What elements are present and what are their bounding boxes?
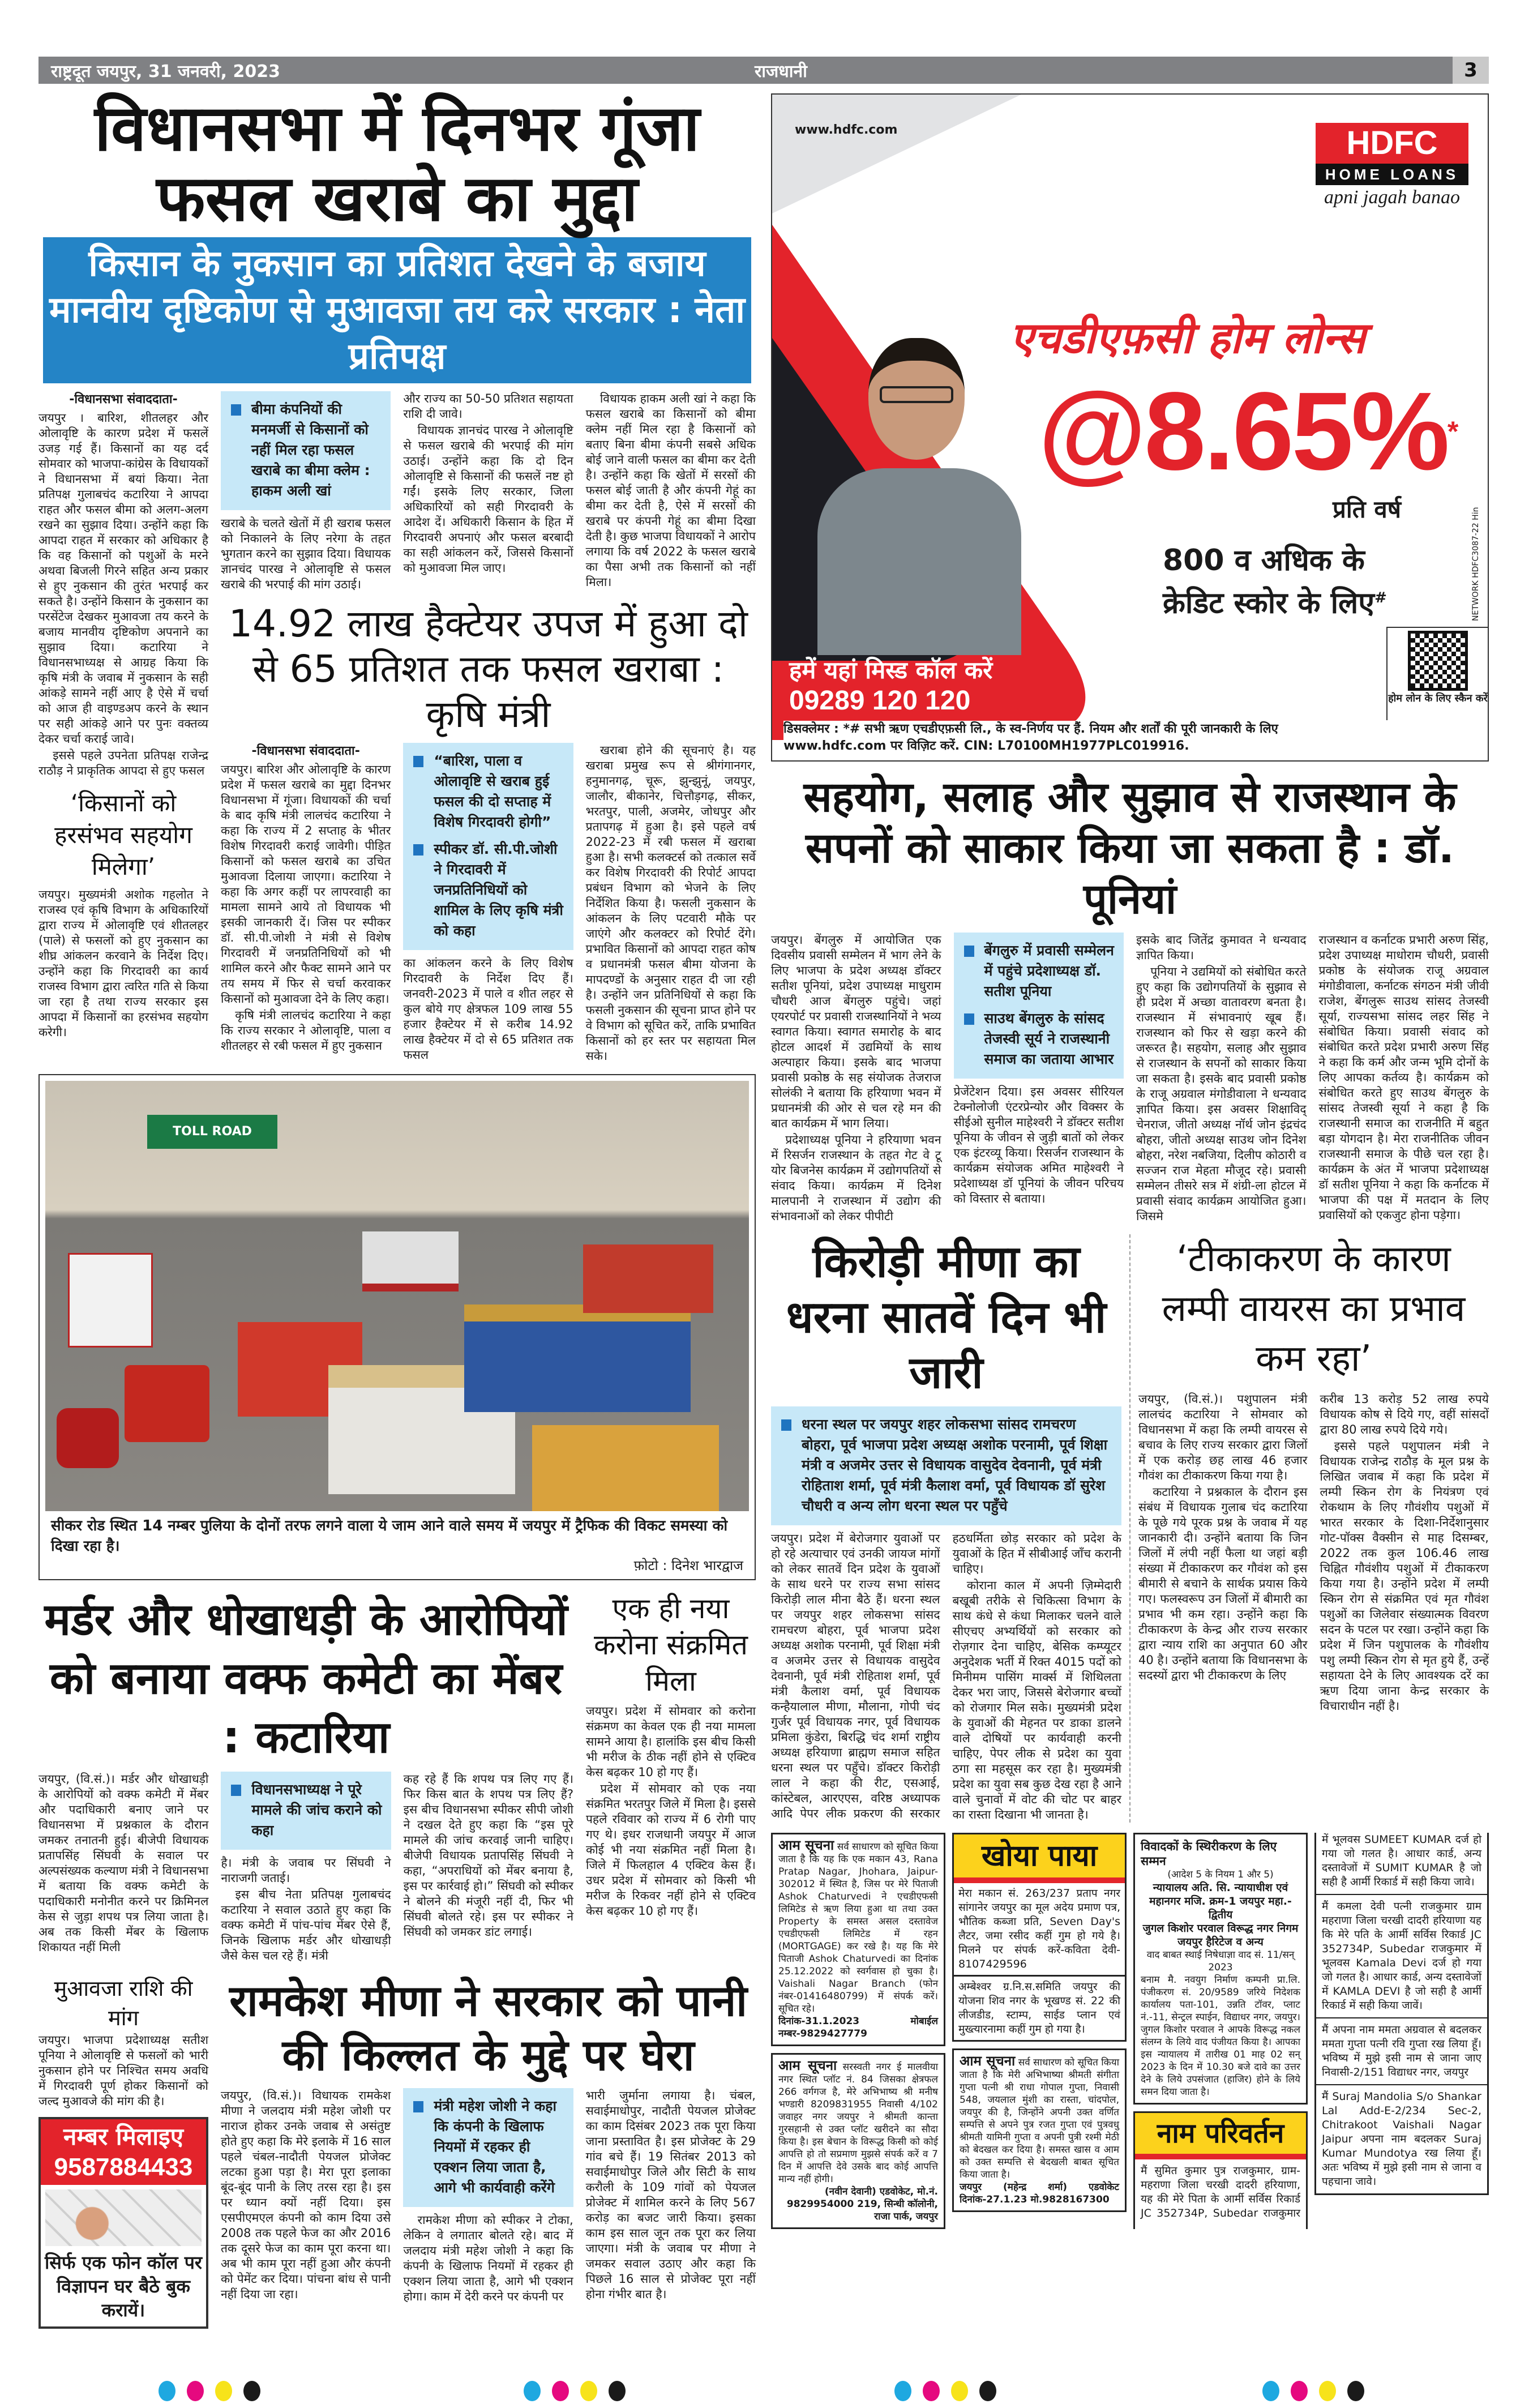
cm-story: ‘किसानों को हरसंभव सहयोग मिलेगा’ जयपुर। मुख्यमंत्री अशोक गहलोत ने राजस्व एवं कृषि विभाग के अधिकारियों द्वारा राज्य में ओलावृष्टि एवं शीतलहर (पाले) से फसलों को हुए नुकसान का शीघ्र आंकलन करवाने के निर्देश दिए। उन्होंने कहा कि गिरदावरी का कार्य राजस्व विभाग द्वारा त्वरित गति से किया जा रहा है तथा राज्य सरकार इस आपदा में किसानों का हरसंभव सहयोग करेगी। <box>38 788 208 1040</box>
qr-code-icon[interactable] <box>1411 634 1465 688</box>
punia-story <box>771 772 1489 1224</box>
lumpy-columns: जयपुर, (वि.सं.)। पशुपालन मंत्री लालचंद कटारिया ने सोमवार को विधानसभा में कहा कि लम्पी वायरस से बचाव के लिए राज्य सरकार द्वारा जिलों में एक करोड़ छह लाख 46 हजार गौवंश का टीकाकरण किया गया है। कटारिया ने प्रश्नकाल के दौरान इस संबंध में विधायक गुलाब चंद कटारिया के पूछे गये पूरक प्रश्न के जवाब में यह जानकारी दी। उन्होंने बताया कि जिन जिलों में लंपी नहीं फैला था जहां बड़ी संख्या में टीकाकरण कर गौवंश को इस बीमारी से बचाने के सार्थक प्रयास किये गए। फलस्वरूप उन जिलों में बीमारी का प्रभाव भी कम रहा। उन्होंने कहा कि टीकाकरण के केन्द्र और राज्य सरकार द्वारा न्याय राशि का अनुपात 60 और 40 है। उन्होंने बताया कि विधानसभा के सदस्यों द्वारा भी टीकाकरण के लिए करीब 13 करोड़ 52 लाख रुपये विधायक कोष से दिये गए, वहीं सांसदों द्वारा 80 लाख रुपये दिये गये। इससे पहले पशुपालन मंत्री ने विधायक राजेन्द्र राठौड़ के मूल प्रश्न के लिखित जवाब में कहा कि प्रदेश में लम्पी स्किन रोग के नियंत्रण एवं रोकथाम के लिए गौवंशीय पशुओं में भारत सरकार के दिशा-निर्देशानुसार गोट-पॉक्स वैक्सीन से माह दिसम्बर, 2022 तक कुल 106.46 लाख चिह्नित गौवंशीय पशुओं में टीकाकरण किया गया है। उन्होंने प्रदेश में लम्पी स्किन रोग से संक्रमित एवं मृत गौवंश पशुओं का जिलेवार संख्यात्मक विवरण सदन के पटल पर रखा। उन्होंने कहा कि प्रदेश में जिन पशुपालक के गौवंशीय पशु लम्पी स्किन रोग से मृत हुये हैं, उन्हें सहायता देने के लिए आवश्यक दरें का ऋण दिया जाना केन्द्र सरकार के विचाराधीन नहीं है। <box>1138 1392 1489 1713</box>
main-headline-line1: विधानसभा में दिनभर गूंजा <box>94 92 700 165</box>
name-change-ads: नाम परिवर्तन मैं सुमित कुमार पुत्र राजकुमार, ग्राम-महराणा जिला चरखी दादरी हरियाणा, यह की मेरे पिता के आर्मी सर्विस रिकार्ड JC 352734P, Subedar राजकुमार में भूलवस SUMEET KUMAR दर्ज हो गया जो गलत है। आधार कार्ड, अन्य दस्तावेजों में SUMIT KUMAR है जो सही है आर्मी रिकार्ड में सही किया जावे। मैं कमला देवी पत्नी राजकुमार ग्राम महराणा जिला चरखी दादरी हरियाणा यह कि मेरे पति के आर्मी सर्विस रिकार्ड JC 352734P, Subedar राजकुमार में भूलवस Kamala Devi दर्ज हो गया जो गलत है। आधार कार्ड, अन्य दस्तावेजों में KAMLA DEVI है जो सही है आर्मी रिकार्ड में सही किया जावें। मैं अपना नाम ममता अग्रवाल से बदलकर ममता गुप्ता पत्नी रवि गुप्ता रख लिया हूँ। भविष्य में मुझे इसी नाम से जाना जाए निवासी-2/151 विद्याधर नगर, जयपुर मैं Suraj Mandolia S/o Shankar Lal Add-E-2/234 Sec-2, Chitrakoot Vaishali Nagar Jaipur अपना नाम बदलकर Suraj Kumar Mundotya रख लिया हूँ। अतः भविष्य में मुझे इसी नाम से जाना व पहचाना जावे। <box>1133 1833 1489 2229</box>
punia-columns: जयपुर। बेंगलुरु में आयोजित एक दिवसीय प्रवासी सम्मेलन में भाग लेने के लिए भाजपा के प्रदेश अध्यक्ष डॉक्टर सतीश पूनियां, प्रदेश उपाध्यक्ष माधुराम चौधरी आज बेंगलुरु पहुंचे। जहां एयरपोर्ट पर प्रवासी राजस्थानियों ने भव्य स्वागत किया। स्वागत समारोह के बाद होटल आदर्श में उद्यमियों के साथ अल्पाहार किया। इसके बाद भाजपा प्रवासी प्रकोष्ठ के सह संयोजक तेजराज सोलंकी ने बताया कि हरियाणा भवन में प्रधानमंत्री की ओर से चल रहे मन की बात कार्यक्रम में भाग लिया। प्रदेशाध्यक्ष पूनिया ने हरियाणा भवन में रिसर्जन राजस्थान के तहत गेट वे टू योर बिजनेस कार्यक्रम में उद्योगपतियों से संवाद किया। कार्यक्रम में दिनेश मालपानी ने राजस्थान में उद्योग की संभावनाओं को लेकर पीपीटी बेंगलुरु में प्रवासी सम्मेलन में पहुंचे प्रदेशाध्यक्ष डॉ. सतीश पूनिया साउथ बेंगलुरु के सांसद तेजस्वी सूर्य ने राजस्थानी समाज का जताया आभार प्रेजेंटेशन दिया। इस अवसर सीरियल टेक्नोलोजी एंटरप्रेन्योर और विक्सर के सीईओ सुनील माहेश्वरी ने डॉक्टर सतीश पूनिया के जीवन से जुड़ी बातों को लेकर एक इंटरव्यू किया। रिसर्जन राजस्थान के कार्यक्रम संयोजक अमित माहेश्वरी ने प्रदेशाध्यक्ष डॉ पूनियां के जीवन परिचय को विस्तार से बताया। इसके बाद जितेंद्र कुमावत ने धन्यवाद ज्ञापित किया। पूनिया ने उद्यमियों को संबोधित करते हुए कहा कि उद्योगपतियों के सुझाव से ही प्रदेश में अच्छा वातावरण बनता है। राजस्थान में संभावनाएं खूब हैं। राजस्थान को फिर से खड़ा करने की जरूरत है। सहयोग, सलाह और सुझाव से राजस्थान के सपनों को साकार किया जा सकता है। इसके बाद प्रवासी प्रकोष्ठ के राजू अग्रवाल मंगोडीवाला ने धन्यवाद ज्ञापित किया। इस अवसर शिक्षाविद् चेनराज, जीतो अध्यक्ष नॉर्थ जोन इंद्रचंद बोहरा, जीतो अध्यक्ष साउथ जोन दिनेश बोहरा, नरेश नबजिया, दिलीप कोठारी व सज्जन राज मेहता मौजूद रहे। प्रवासी सम्मेलन तीसरे सत्र में शंग्री-ला होटल में प्रवासी संवाद कार्यक्रम आयोजित हुआ। जिसमे राजस्थान व कर्नाटक प्रभारी अरुण सिंह, प्रदेश उपाध्यक्ष माधोराम चौधरी, प्रवासी प्रकोष्ठ के संयोजक राजू अग्रवाल मंगोडीवाला, कर्नाटक संगठन मंत्री जीवी राजेश, बेंगलुरू साउथ सांसद तेजस्वी सूर्या, राज्यसभा सांसद लहर सिंह ने संबोधित किया। प्रवासी संवाद को संबोधित करते प्रदेश प्रभारी अरुण सिंह ने कहा कि कर्म और जन्म भूमि दोनों के लिए आपका कर्तव्य है। कार्यक्रम को संबोधित करते हुए साउथ बेंगलुरु के सांसद तेजस्वी सूर्या ने कहा है कि राजस्थानी समाज का राजनीति में बहुत बड़ा योगदान है। मेरा राजनीतिक जीवन राजस्थानी समाज के पीछे चल रहा है। कार्यक्रम के अंत में भाजपा प्रदेशाध्यक्ष डॉ सतीश पूनिया ने कहा कि कर्नाटक में भाजपा की पक्ष में मतदान के लिए प्रवासियों को एकजुट होना पड़ेगा। <box>771 933 1489 1223</box>
ad-title: एचडीएफ़सी होम लोन्स <box>1010 313 1365 363</box>
ad-credit-score: 800 व अधिक के क्रेडिट स्कोर के लिए# <box>1163 544 1387 621</box>
public-notice-3: आम सूचना सर्व साधारण को सूचित किया जाता है कि यह कि एक मकान 43, Rana Pratap Nagar, Jhohara, Jaipur-302012 में स्थित है, जिस पर मेरे पिताजी Ashok Chaturvedi ने एचडीएफसी लिमिटेड से ऋण लिया हुआ था तथा उक्त Property के समस्त असल दस्तावेज एचडीएफसी लिमिटेड में रहन (MORTGAGE) कर रखे है। यह कि मेरे पिताजी Ashok Chaturvedi का दिनांक 25.12.2022 को स्वर्गवास हो चुका है। Vaishali Nagar Branch (फोन नंबर-01416480799) में संपर्क करें। सूचित रहे। दिनांक-31.1.2023 मोबाईल नम्बर-9829427779 <box>771 1833 945 2046</box>
main-subheadline-banner: किसान के नुकसान का प्रतिशत देखने के बजाय मानवीय दृष्टिकोण से मुआवजा तय करे सरकार : नेता प्रतिपक्ष <box>43 237 751 383</box>
agri-columns: -विधानसभा संवाददाता- जयपुर। बारिश और ओलावृष्टि के कारण प्रदेश में फसल खराबे का मुद्दा दिनभर विधानसभा में गूंजा। विधायकों की चर्चा के बाद कृषि मंत्री लालचंद कटारिया ने कहा कि राज्य में 2 सप्ताह के भीतर विशेष गिरदावरी कराई जावेगी। पीड़ित किसानों को फसल खराबे का उचित मुआवजा दिलाया जाएगा। कटारिया ने कहा कि अगर कहीं पर लापरवाही का मामला सामने आये तो विधायक भी इसकी जानकारी दें। जिस पर स्पीकर डॉ. सी.पी.जोशी ने मंत्री से विशेष गिरदावरी में जनप्रतिनिधियों को भी शामिल करने और फैक्ट सामने आने पर तय समय में फिर से चर्चा करवाकर किसानों को मुआवजा देने के लिए कहा। कृषि मंत्री लालचंद कटारिया ने कहा कि राज्य सरकार ने ओलावृष्टि, पाला व शीतलहर से रबी फसल में हुए नुकसान “बारिश, पाला व ओलावृष्टि से खराब हुई फसल की दो सप्ताह में विशेष गिरदावरी होगी” स्पीकर डॉ. सी.पी.जोशी ने गिरदावरी में जनप्रतिनिधियों को शामिल के लिए कृषि मंत्री को कहा का आंकलन करने के लिए विशेष गिरदावरी के निर्देश दिए हैं। जनवरी-2023 में पाले व शीत लहर से कुल बोये गए क्षेत्रफल 109 लाख 55 हजार हैक्टेयर में से करीब 14.92 लाख हैक्टेयर में दो से 65 प्रतिशत तक फसल खराबा होने की सूचनाएं है। यह खराबा प्रमुख रूप से श्रीगंगानगर, हनुमानगढ़, चूरू, झुन्झुनूं, जयपुर, जालौर, बीकानेर, चित्तौड़गढ़, सीकर, भरतपुर, पाली, अजमेर, जोधपुर और प्रतापगढ़ में हुआ है। इसे पहले वर्ष 2022-23 में रबी फसल में खराबा हुआ है। सभी कलक्टर्स को तत्काल सर्वे कर विशेष गिरदावरी की रिपोर्ट आपदा प्रबंधन विभाग को भेजने के लिए निर्देशित किया है। फसली नुकसान के आंकलन के लिए पटवारी मौके पर जाएंगे और कलक्टर को रिपोर्ट देंगे। प्रभावित किसानों को आपदा राहत कोष व प्रधानमंत्री फसल बीमा योजना के मापदण्डों के अनुसार राहत दी जा रही है। उन्होंने जन प्रतिनिधियों से कहा कि फसली नुकसान की सूचना प्राप्त होने पर वे विभाग को सूचित करें, ताकि प्रभावित किसानों को हर स्तर पर सहायता मिल सके। <box>221 743 756 1063</box>
kirodi-headline: किरोड़ी मीणा का धरना सातवें दिन भी जारी <box>786 1237 1107 1398</box>
ramkesh-story <box>221 1974 756 2304</box>
qr-code-block[interactable]: होम लोन के लिए स्कैन करें <box>1386 627 1488 720</box>
public-notice-1: आम सूचना सरस्वती नगर ई मालवीया नगर स्थित प्लॉट नं. 84 जिसका क्षेत्रफल 266 वर्गगज है, मेरे अभिभाष्य श्री मनीष भण्डारी 8209831955 निवासी 4/102 जवाहर नगर जयपुर ने श्रीमती कान्ता गुरसहानी से उक्त प्लॉट खरीदने का सौदा किया है। इस बेचान के विरूद्ध किसी को कोई आपत्ति हो तो सप्रमाण मुझसे संपर्क करें व 7 दिन में आपत्ति देवे उसके बाद कोई आपत्ति मान्य नहीं होगी। (नवीन देवानी) एडवोकेट, मो.नं. 9829954000 219, सिन्धी कॉलोनी, राजा पार्क, जयपुर <box>771 2053 945 2229</box>
ramkesh-left-column <box>38 1974 208 2329</box>
main-headline-line2: फसल खराबे का मुद्दा <box>156 162 638 236</box>
compensation-headline: मुआवजा राशि की मांग <box>54 1976 193 2030</box>
ad-phone-number[interactable]: 09289 120 120 <box>789 686 971 716</box>
classifieds <box>771 1833 1489 2229</box>
page-number: 3 <box>1453 57 1489 84</box>
hdfc-ad-wrapper <box>771 93 1489 762</box>
photo-credit: फ़ोटो : दिनेश भारद्वाज <box>633 1558 743 1573</box>
page-header <box>38 57 1489 84</box>
promo-phone[interactable]: 9587884433 <box>54 2153 193 2181</box>
main-right-area <box>221 391 756 1064</box>
ramkesh-columns: जयपुर, (वि.सं.)। विधायक रामकेश मीणा ने जलदाय मंत्री महेश जोशी पर नाराज होकर उनके जवाब से असंतुष्ट होते हुए कहा कि मेरे इलाके में 16 साल पहले चंबल-नादौती पेयजल प्रोजेक्ट लटका हुआ पड़ा है। मेरा पूरा इलाका बूंद-बूंद पानी के लिए तरस रहा है। इस पर ध्यान क्यों नहीं दिया। इस एसपीएमएल कंपनी को काम दिया उसे 2008 तक पहले फेज का और 2016 तक दूसरे फेज का काम पूरा करना था। अब भी काम पूरा नहीं हुआ और कंपनी को पेमेंट कर दिया। पांचना बांध से पानी नहीं दिया जा रहा। मंत्री महेश जोशी ने कहा कि कंपनी के खिलाफ नियमों में रहकर ही एक्शन लिया जाता है, आगे भी कार्यवाही करेंगे रामकेश मीणा को स्पीकर ने टोका, लेकिन वे लगातार बोलते रहे। बाद में जलदाय मंत्री महेश जोशी ने कहा कि कंपनी के खिलाफ नियमों में रहकर ही एक्शन लिया जाता है, आगे भी एक्शन होगा। काम में देरी करने पर कंपनी पर भारी जुर्माना लगाया है। चंबल, सवाईमाधोपुर, नादौती पेयजल प्रोजेक्ट का काम दिसंबर 2023 तक पूरा किया जाना प्रस्तावित है। इस प्रोजेक्ट के 29 गांव बचे हैं। 19 सितंबर 2013 को सवाईमाधोपुर जिले और सिटी के साथ करौली के 109 गांवों को पेयजल प्रोजेक्ट में शामिल करने के लिए 567 करोड़ का बजट जारी किया। इसका काम इस साल जून तक पूरा कर लिया जाएगा। मंत्री के जवाब पर मीणा ने जमकर सवाल उठाए और कहा कि पिछले 16 साल से प्रोजेक्ट पूरा नहीं होना गंभीर बात है। <box>221 2089 756 2303</box>
road-sign: TOLL ROAD <box>147 1115 277 1149</box>
byline: -विधानसभा संवाददाता- <box>251 744 360 758</box>
section-name: राजधानी <box>755 61 807 82</box>
hdfc-home-loans-ad[interactable] <box>771 93 1489 762</box>
ad-rate: @8.65%* <box>1038 369 1457 493</box>
corona-headline: एक ही नया करोना संक्रमित मिला <box>594 1592 748 1697</box>
main-columns: बीमा कंपनियों की मनमर्जी से किसानों को नहीं मिल रहा फसल खराबे का बीमा क्लेम : हाकम अली खां खराबे के चलते खेतों में ही खराब फसल को निकालने के लिए नरेगा के तहत भुगतान करने का सुझाव दिया। विधायक ज्ञानचंद पारख ने ओलावृष्टि से फसल खराबे की भरपाई की मांग उठाई। और राज्य का 50-50 प्रतिशत सहायता राशि दी जावे। विधायक ज्ञानचंद पारख ने ओलावृष्टि से फसल खराबे की भरपाई की मांग उठाई। उन्होंने कहा कि दो दिन ओलावृष्टि से किसानों की फसलें नष्ट हो गईं। इसके लिए सरकार, जिला अधिकारियों को सही गिरदावरी के आदेश दें। अधिकारी किसान के हित में गिरदावरी अपनाएं और फसल बरबादी का सही आंकलन करें, जिससे किसानों को मुआवजा मिल जाए। विधायक हाकम अली खां ने कहा कि फसल खराबे का किसानों को बीमा क्लेम नहीं मिल रहा है किसानों को बताए बिना बीमा कंपनी सबसे अधिक बोई जाने वाली फसल का बीमा कर देती है। उन्होंने कहा कि खेतों में सरसों की फसल बोई जाती है और कंपनी गेहूं का बीमा कर देती है, ऐसे में सरसों की खराबे पर कंपनी गेहूं का बीमा दिखा देती है। कुछ भाजपा विधायकों ने आरोप लगाया कि वर्ष 2022 के फसल खराबे का पैसा अभी तक किसानों को नहीं मिला। <box>221 392 756 591</box>
byline: -विधानसभा संवाददाता- <box>69 392 178 407</box>
public-notice-2: आम सूचना सर्व साधारण को सूचित किया जाता है कि मेरी अभिभाष्या श्रीमती संगीता गुप्ता पत्नी श्री राधा गोपाल गुप्ता, निवासी 548, जयलाल मुंशी का रास्ता, चांदपोल, जयपुर की है, जिन्होंने अपनी उक्त वर्णित सम्पत्ति से अपने पुत्र रजत गुप्ता एवं पुत्रवधु श्रीमती यामिनी गुप्ता व अपनी पुत्री रश्मी मेठी को बेदखल कर दिया है। समस्त खास व आम को उक्त सम्पत्ति से बेदखली बाबत सूचित किया जाता है। जयपुर (महेन्द्र शर्मा) एडवोकेट दिनांक-27.1.23 मो.9828167300 <box>952 2048 1127 2212</box>
ad-per-year: प्रति वर्ष <box>1333 495 1401 523</box>
hdfc-logo: HDFC HOME LOANS apni jagah banao <box>1316 123 1468 210</box>
lost-found-ad: खोया पाया मेरा मकान सं. 263/237 प्रताप नगर सांगानेर जयपुर का मूल अदेय प्रमाण पत्र, भौतिक कब्जा प्रति, Seven Day's लैटर, जमा रसीद कहीं गुम हो गये है। मिलने पर संपर्क करें-कविता देवी- 8107429596 अम्बेश्वर ग्र.नि.स.समिति जयपुर की योजना शिव नगर के भूखण्ड सं. 22 की लीजडीड, स्टाम्प, साईड प्लान एवं मुख्त्यारनामा कहीं गुम हो गया है। <box>952 1833 1127 2042</box>
photo-caption: सीकर रोड स्थित 14 नम्बर पुलिया के दोनों तरफ लगने वाला ये जाम आने वाले समय में जयपुर में ट्रैफिक की विकट समस्या को दिखा रहा है। <box>51 1517 728 1555</box>
highlight-box: मंत्री महेश जोशी ने कहा कि कंपनी के खिलाफ नियमों में रहकर ही एक्शन लिया जाता है, आगे भी कार्यवाही करेंगे <box>403 2088 573 2207</box>
ad-model-photo <box>806 338 1021 655</box>
murder-columns: जयपुर, (वि.सं.)। मर्डर और धोखाधड़ी के आरोपियों को वक्फ कमेटी में मेंबर और पदाधिकारी बनाए जाने पर विधानसभा में प्रश्नकाल के दौरान जमकर तनातनी हुई। बीजेपी विधायक प्रतापसिंह सिंघवी के सवाल पर अल्पसंख्यक कल्याण मंत्री ने विधानसभा में बताया कि वक्फ कमेटी के पदाधिकारी मनोनीत करने पर क्रिमिनल केस से जुड़ा शपथ पत्र लिया जाता है। अब तक किसी मेंबर के खिलाफ शिकायत नहीं मिली विधानसभाध्यक्ष ने पूरे मामले की जांच कराने को कहा है। मंत्री के जवाब पर सिंघवी ने नाराजगी जताई। इस बीच नेता प्रतिपक्ष गुलाबचंद कटारिया ने सवाल उठाते हुए कहा कि वक्फ कमेटी में पांच-पांच मेंबर ऐसे हैं, जिनके खिलाफ मर्डर और धोखाधड़ी जैसे केस चल रहे हैं। मंत्री कह रहे हैं कि शपथ पत्र लिए गए हैं। फिर किस बात के शपथ पत्र लिए हैं? इस बीच विधानसभा स्पीकर सीपी जोशी ने दखल देते हुए कहा कि “इस पूरे मामले की जांच करवाई जानी चाहिए। बीजेपी विधायक प्रतापसिंह सिंघवी ने कहा, “अपराधियों को मेंबर बनाया है, इस पर कार्रवाई हो।” सिंघवी को स्पीकर ने बोलने की मंजूरी नहीं दी, फिर भी सिंघवी बोलते रहे। इस पर स्पीकर ने सिंघवी को जमकर डांट लगाई। <box>38 1772 573 1962</box>
ad-code: NETWORK HDFC3087-22 Hin <box>1471 507 1480 621</box>
traffic-photo-block <box>38 1074 756 1580</box>
kirodi-lumpy-row <box>771 1234 1489 1823</box>
main-left-column <box>38 391 208 1041</box>
missed-call-cta[interactable]: हमें यहां मिस्ड कॉल करें 09289 120 120 <box>789 656 993 716</box>
corona-story: एक ही नया करोना संक्रमित मिला जयपुर। प्रदेश में सोमवार को करोना संक्रमण का केवल एक ही नया मामला सामने आया है। हालांकि इस बीच किसी भी मरीज के ठीक नहीं होने से एक्टिव केस बढ़कर 10 हो गए हैं। प्रदेश में सोमवार को एक नया संक्रमित भरतपुर जिले में मिला है। इससे पहले रविवार को राज्य में 6 रोगी पाए गए थे। इधर राजधानी जयपुर में आज कोई भी नया संक्रमित नहीं मिला है। जिले में फिलहाल 4 एक्टिव केस हैं। उधर प्रदेश में सोमवार को किसी भी मरीज के रिकवर नहीं होने से एक्टिव केस बढ़कर 10 हो गए हैं। <box>586 1590 756 1920</box>
cm-headline: ‘किसानों को हरसंभव सहयोग मिलेगा’ <box>54 789 192 880</box>
lumpy-story <box>1130 1234 1489 1714</box>
murder-story <box>38 1590 573 1964</box>
agri-story <box>221 601 756 1064</box>
book-ad-promo[interactable]: नम्बर मिलाइए 9587884433 सिर्फ एक फोन कॉल पर विज्ञापन घर बैठे बुक करायें। <box>38 2117 208 2329</box>
murder-headline: मर्डर और धोखाधड़ी के आरोपियों को बनाया वक्फ कमेटी का मेंबर : कटारिया <box>44 1594 568 1763</box>
ad-disclaimer: डिसक्लेमर : *# सभी ऋण एचडीएफ़सी लि., के स्व-निर्णय पर हैं. नियम और शर्तों की पूरी जानकारी के लिए www.hdfc.com पर विज़िट करें. CIN: L70100MH1977PLC019916. <box>783 721 1372 755</box>
murder-corona-row <box>38 1590 756 1964</box>
lumpy-headline: ‘टीकाकरण के कारण लम्पी वायरस का प्रभाव कम रहा’ <box>1162 1238 1466 1380</box>
highlight-box: “बारिश, पाला व ओलावृष्टि से खराब हुई फसल की दो सप्ताह में विशेष गिरदावरी होगी” स्पीकर डॉ. सी.पी.जोशी ने गिरदावरी में जनप्रतिनिधियों को शामिल के लिए कृषि मंत्री को कहा <box>403 743 573 950</box>
left-lane <box>38 93 756 2329</box>
ad-website[interactable]: www.hdfc.com <box>795 123 898 137</box>
highlight-box: बेंगलुरु में प्रवासी सम्मेलन में पहुंचे प्रदेशाध्यक्ष डॉ. सतीश पूनिया साउथ बेंगलुरु के सांसद तेजस्वी सूर्य ने राजस्थानी समाज का जताया आभार <box>954 933 1124 1079</box>
main-story <box>38 93 756 1064</box>
edition-date: राष्ट्रदूत जयपुर, 31 जनवरी, 2023 <box>51 61 281 82</box>
ramkesh-headline: रामकेश मीणा ने सरकार को पानी की किल्लत के मुद्दे पर घेरा <box>229 1975 747 2080</box>
court-summons-notice: विवादकों के स्थिरीकरण के लिए सम्मन (आदेश 5 के नियम 1 और 5) न्यायालय अति. सि. न्यायाधीश एवं महानगर मजि. क्रम-1 जयपुर महा.-द्वितीय जुगल किशोर परवाल विरूद्ध नगर निगम जयपुर हैरिटेज व अन्य वाद बाबत स्थाई निषेधाज्ञा वाद सं. 11/सन् 2023 बनाम मै. नवयुग निर्माण कम्पनी प्रा.लि. पंजीकरण सं. 20/9589 जरिये निदेशक कार्यालय पता-101, उन्नति टॉवर, प्लाट नं.-11, सेन्ट्रल स्पाईन, विद्याधर नगर, जयपुर। जुगल किशोर परवाल ने आपके विरूद्ध नकल संलग्न के लिये वाद पंजीयत किया है। आपका इस न्यायालय में तारीख 01 माह 02 सन् 2023 के दिन में 10.30 बजे दावे का उत्तर देने के लिये उपसंजात (हाजिर) होने के लिये समन दिया जाता है। <box>1133 1833 1308 2105</box>
ramkesh-row <box>38 1974 756 2329</box>
keypad-photo <box>45 2189 202 2246</box>
agri-headline: 14.92 लाख हैक्टेयर उपज में हुआ दो से 65 प्रतिशत तक फसल खराबा : कृषि मंत्री <box>229 602 748 736</box>
right-lane <box>771 93 1489 2229</box>
punia-headline: सहयोग, सलाह और सुझाव से राजस्थान के सपनों को साकार किया जा सकता है : डॉ. पूनियां <box>803 773 1457 923</box>
kirodi-story <box>771 1234 1130 1823</box>
main-col-1: -विधानसभा संवाददाता- जयपुर । बारिश, शीतलहर और ओलावृष्टि के कारण प्रदेश में फसलें उजड़ गई हैं। किसानों का यह दर्द सोमवार को भाजपा-कांग्रेस के विधायकों ने विधानसभा में बयां किया। नेता प्रतिपक्ष गुलाबचंद कटारिया ने आपदा राहत और फसल बीमा को अलग-अलग रखने का सुझाव दिया। उन्होंने कहा कि आपदा राहत में सरकार को अधिकार है कि वह किसानों को पशुओं के मरने अथवा बिजली गिरने सहित अन्य प्रकार से हुए नुकसान की तुरंत भरपाई कर सकते है। उन्होंने किसान के नुकसान का परसेंटेज देखकर मुआवजा तय करने के बजाय मानवीय दृष्टिकोण अपनाने का सुझाव दिया। कटारिया ने विधानसभाध्यक्ष से आग्रह किया कि कृषि मंत्री के जवाब में नुकसान के सही आंकड़े सामने नहीं आए है ऐसे में चर्चा को आज ही वाइण्डअप करने के स्थान पर सही आंकड़े आने पर पुनः वक्तव्य देकर चर्चा कराई जावे। इससे पहले उपनेता प्रतिपक्ष राजेन्द्र राठौड़ ने प्राकृतिक आपदा से हुए फसल <box>38 392 208 777</box>
traffic-jam-photo <box>45 1081 749 1511</box>
compensation-story: मुआवजा राशि की मांग जयपुर। भाजपा प्रदेशाध्यक्ष सतीश पूनिया ने ओलावृष्टि से फसलों को भारी नुकसान होने पर निश्चित समय अवधि में गिरदावरी पूर्ण होकर किसानों को जल्द मुआवजे की मांग की है। <box>38 1974 208 2109</box>
highlight-box: बीमा कंपनियों की मनमर्जी से किसानों को नहीं मिल रहा फसल खराबे का बीमा क्लेम : हाकम अली खां <box>221 391 391 510</box>
kirodi-columns: जयपुर। प्रदेश में बेरोजगार युवाओं पर हो रहे अत्याचार एवं उनकी जायज मांगों को लेकर सातवें दिन प्रदेश के युवाओं के साथ धरने पर राज्य सभा सांसद किरोड़ी लाल मीना बैठे हैं। धरना स्थल पर जयपुर शहर लोकसभा सांसद रामचरण बोहरा, पूर्व भाजपा प्रदेश अध्यक्ष अशोक परनामी, पूर्व शिक्षा मंत्री व अजमेर उत्तर से विधायक वासुदेव देवनानी, पूर्व मंत्री रोहिताश शर्मा, पूर्व मंत्री कैलाश वर्मा, पूर्व विधायक कन्हैयालाल मीणा, मौलाना, गोपी चंद गुर्जर पूर्व विधायक नगर, पूर्व विधायक प्रमिला कुंडेरा, बिरद्धि चंद शर्मा राष्ट्रीय अध्यक्ष हरियाणा ब्राह्मण समाज सहित धरना स्थल पर पहुँचे। डॉक्टर किरोड़ी लाल ने कहा की रीट, एसआई, कांस्टेबल, आरएएस, वरिष्ठ अध्यापक आदि पेपर लीक प्रकरण की सरकार हठधर्मिता छोड़ सरकार को प्रदेश के युवाओं के हित में सीबीआई जाँच करानी चाहिए। कोराना काल में अपनी ज़िम्मेदारी बखूबी तरीके से चिकित्सा विभाग के साथ कंधे से कंधा मिलाकर चलने वाले सीएचए अभ्यर्थियों को सरकार को रोज़गार देना चाहिए, बेसिक कम्प्यूटर अनुदेशक भर्ती में रिक्त 4015 पदों को मिनीमम पासिंग मार्क्स में शिथिलता देकर भरा जाए, जिससे बेरोजगार बच्चों को रोजगार मिल सके। मुख्यमंत्री प्रदेश के युवाओं की मेहनत पर डाका डालने वाले दोषियों पर कार्यवाही करनी चाहिए, पेपर लीक से प्रदेश का युवा ठगा सा महसूस कर रहा है। मुख्यमंत्री प्रदेश का युवा सब कुछ देख रहा है आने वाले चुनावों में वोट की चोट पर बाहर का रास्ता दिखाना भी जानता है। <box>771 1532 1121 1821</box>
highlight-box: धरना स्थल पर जयपुर शहर लोकसभा सांसद रामचरण बोहरा, पूर्व भाजपा प्रदेश अध्यक्ष अशोक परनामी, पूर्व शिक्षा मंत्री व अजमेर उत्तर से विधायक वासुदेव देवनानी, पूर्व मंत्री रोहिताश शर्मा, पूर्व मंत्री कैलाश वर्मा, पूर्व विधायक डॉ सुरेश चौधरी व अन्य लोग धरना स्थल पर पहुँचे <box>771 1406 1121 1525</box>
agri-col-1: जयपुर। बारिश और ओलावृष्टि के कारण प्रदेश में फसल खराबे का मुद्दा दिनभर विधानसभा में गूंजा। विधायकों की चर्चा के बाद कृषि मंत्री लालचंद कटारिया ने कहा कि राज्य में 2 सप्ताह के भीतर विशेष गिरदावरी कराई जावेगी। पीड़ित किसानों को फसल खराबे का उचित मुआवजा दिलाया जाएगा। कटारिया ने कहा कि अगर कहीं पर लापरवाही का मामला सामने आये तो विधायक भी इसकी जानकारी दें। जिस पर स्पीकर डॉ. सी.पी.जोशी ने मंत्री से विशेष गिरदावरी में जनप्रतिनिधियों को भी शामिल करने और फैक्ट सामने आने पर तय समय में फिर से चर्चा करवाकर किसानों को मुआवजा देने के लिए कहा। <box>221 763 391 1006</box>
highlight-box: विधानसभाध्यक्ष ने पूरे मामले की जांच कराने को कहा <box>221 1772 391 1850</box>
